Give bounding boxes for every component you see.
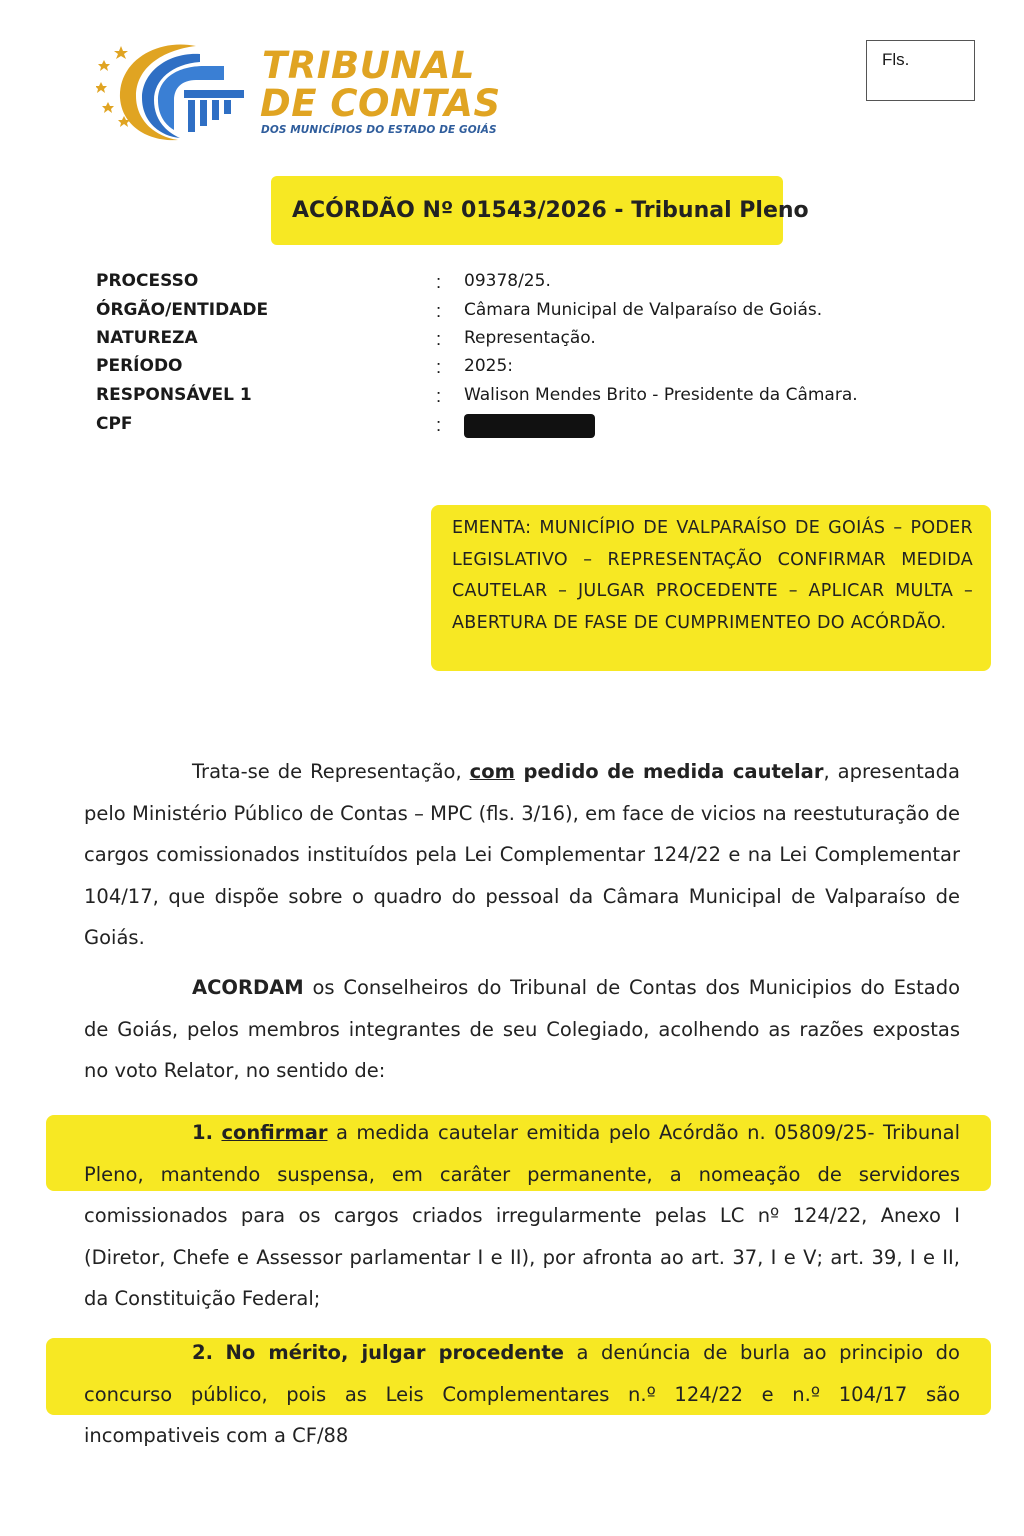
item2-bold: No mérito, julgar procedente <box>225 1341 564 1364</box>
item1-text: a medida cautelar emitida pelo Acórdão n. 05809/25- Tribunal Pleno, mantendo suspensa, em carâter permanente, a nomeação de servidores comissionados para os cargos criados irregularmente pelas LC nº 124/22, Anexo I (Diretor, Chefe e Assessor parlamentar I e II), por afronta ao art. 37, I e V; art. 39, I e II, da Constituição Federal; <box>84 1121 960 1311</box>
ementa-box <box>431 505 991 671</box>
meta-value: 09378/25. <box>464 271 551 291</box>
meta-row-periodo <box>96 356 956 384</box>
cpf-redaction <box>464 414 595 438</box>
para2-bold: ACORDAM <box>192 976 304 999</box>
meta-label: PROCESSO <box>96 271 199 291</box>
meta-value: Câmara Municipal de Valparaíso de Goiás. <box>464 300 823 320</box>
meta-label: PERÍODO <box>96 356 183 376</box>
item-1 <box>84 1112 960 1320</box>
title-highlight <box>271 176 809 245</box>
item2-text: a denúncia de burla ao principio do concurso público, pois as Leis Complementares n.º 124/22 e n.º 104/17 são incompativeis com a CF/88 <box>84 1341 960 1448</box>
meta-colon: : <box>436 300 442 321</box>
meta-label: CPF <box>96 414 133 434</box>
item1-bold: confirmar <box>221 1121 328 1144</box>
logo-subtitle: DOS MUNICÍPIOS DO ESTADO DE GOIÁS <box>261 124 497 136</box>
fls-label: Fls. <box>882 50 910 69</box>
meta-colon: : <box>436 414 442 435</box>
meta-row-natureza <box>96 328 956 356</box>
meta-label: RESPONSÁVEL 1 <box>96 385 252 405</box>
meta-value: Representação. <box>464 328 596 348</box>
para1-pre: Trata-se de Representação, <box>192 760 470 783</box>
meta-row-responsavel <box>96 385 956 413</box>
item-2 <box>84 1332 960 1457</box>
document-title: ACÓRDÃO Nº 01543/2026 - Tribunal Pleno <box>292 198 809 223</box>
ementa-text: EMENTA: MUNICÍPIO DE VALPARAÍSO DE GOIÁS – PODER LEGISLATIVO – REPRESENTAÇÃO CONFIRMAR MEDIDA CAUTELAR – JULGAR PROCEDENTE – APLICAR MULTA – ABERTURA DE FASE DE CUMPRIMENTEO DO ACÓRDÃO. <box>452 518 973 633</box>
meta-colon: : <box>436 328 442 349</box>
tribunal-logo-emblem <box>96 40 246 144</box>
meta-row-cpf <box>96 414 956 442</box>
meta-colon: : <box>436 385 442 406</box>
meta-label: NATUREZA <box>96 328 198 348</box>
para1-post: , apresentada pelo Ministério Público de Contas – MPC (fls. 3/16), em face de vicios na reestuturação de cargos comissionados instituídos pela Lei Complementar 124/22 e na Lei Complementar 104/17, que dispõe sobre o quadro do pessoal da Câmara Municipal de Valparaíso de Goiás. <box>84 760 960 950</box>
paragraph-acordam <box>84 967 960 1092</box>
paragraph-intro <box>84 751 960 959</box>
meta-value: 2025: <box>464 356 513 376</box>
logo-title-line2: DE CONTAS <box>260 82 501 125</box>
meta-colon: : <box>436 271 442 292</box>
meta-row-orgao <box>96 300 956 328</box>
para1-bold: pedido de medida cautelar <box>514 760 824 783</box>
para2-text: os Conselheiros do Tribunal de Contas dos Municipios do Estado de Goiás, pelos membros integrantes de seu Colegiado, acolhendo as razões expostas no voto Relator, no sentido de: <box>84 976 960 1083</box>
logo-title-line1: TRIBUNAL <box>262 44 475 87</box>
meta-row-processo <box>96 271 956 299</box>
item1-number: 1. <box>192 1121 213 1144</box>
para1-underlined: com <box>469 760 515 783</box>
meta-colon: : <box>436 356 442 377</box>
meta-value: Walison Mendes Brito - Presidente da Câmara. <box>464 385 858 405</box>
item2-number: 2. <box>192 1341 213 1364</box>
meta-label: ÓRGÃO/ENTIDADE <box>96 300 269 320</box>
